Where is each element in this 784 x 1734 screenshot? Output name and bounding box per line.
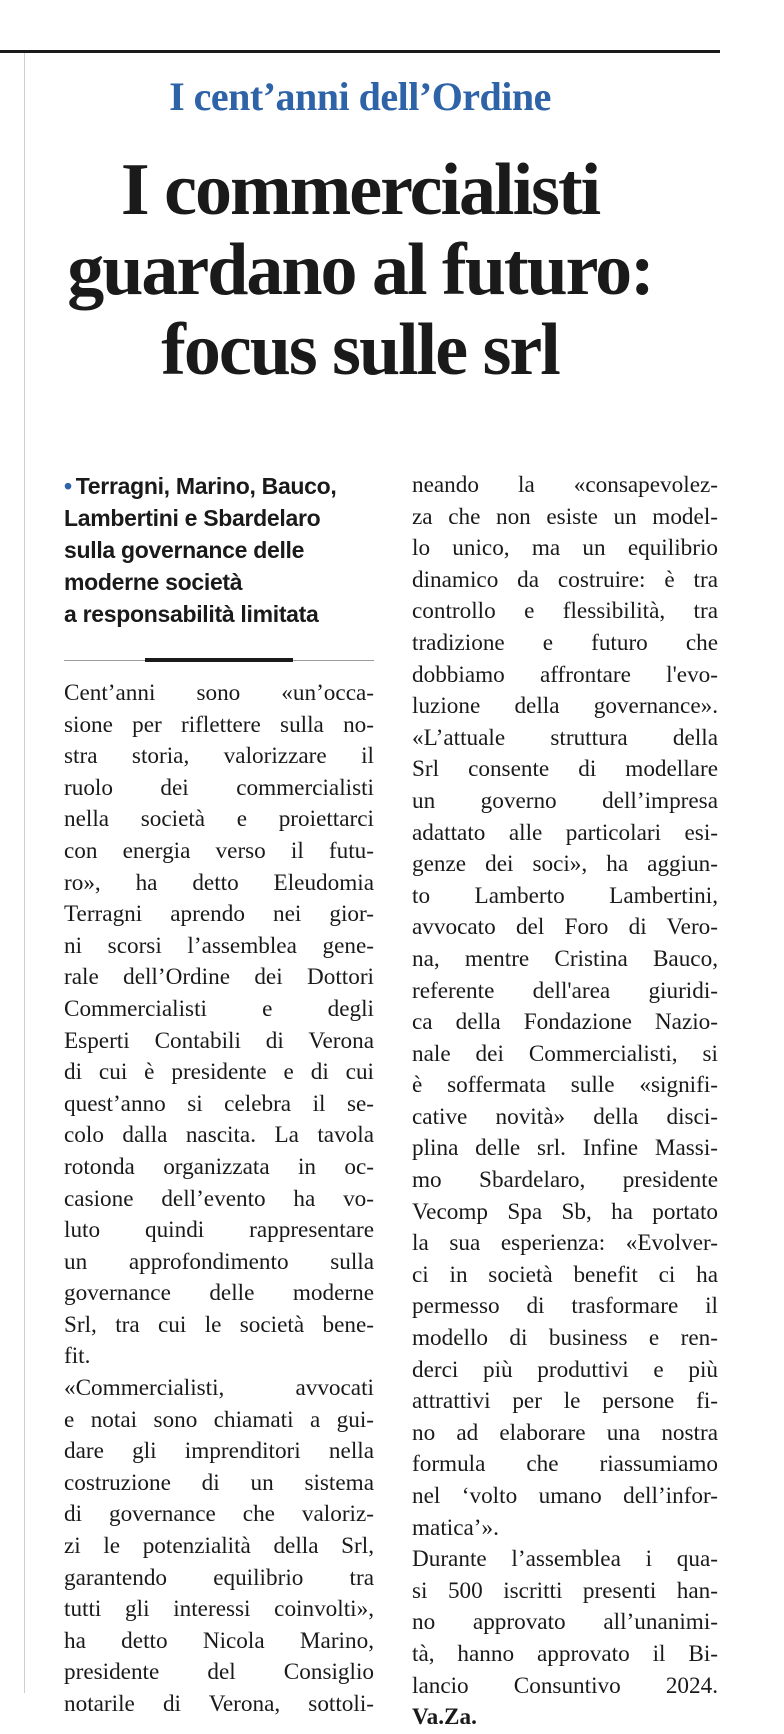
text-line: derci più produttivi e più xyxy=(412,1356,718,1383)
text-line: stra storia, valorizzare il xyxy=(64,743,374,770)
headline-line: guardano al futuro: xyxy=(67,229,653,311)
headline-line: focus sulle srl xyxy=(161,309,559,391)
kicker: I cent’anni dell’Ordine xyxy=(169,74,551,119)
text-line: ni scorsi l’assemblea gene- xyxy=(64,932,374,959)
top-rule xyxy=(0,50,720,53)
text-line: notarile di Verona, sottoli- xyxy=(64,1691,374,1717)
summary-line: Lambertini e Sbardelaro xyxy=(64,505,321,531)
text-line: modello di business e ren- xyxy=(412,1325,718,1352)
text-line: luto quindi rappresentare xyxy=(64,1217,374,1244)
text-line: fit. xyxy=(64,1343,91,1370)
text-line: colo dalla nascita. La tavola xyxy=(64,1122,374,1149)
text-line: quest’anno si celebra il se- xyxy=(64,1090,374,1117)
headline-line: I commercialisti xyxy=(120,149,600,231)
text-line: to Lamberto Lambertini, xyxy=(412,882,718,909)
text-line: la sua esperienza: «Evolver- xyxy=(412,1230,718,1257)
summary-line: moderne società xyxy=(64,569,243,595)
text-line: Vecomp Spa Sb, ha portato xyxy=(412,1198,718,1225)
text-line: attrattivi per le persone fi- xyxy=(412,1388,718,1415)
text-line: neando la «consapevolez- xyxy=(412,472,718,498)
text-line: rotonda organizzata in oc- xyxy=(64,1153,374,1180)
text-line: costruzione di un sistema xyxy=(64,1469,374,1496)
text-line: rale dell’Ordine dei Dottori xyxy=(64,964,374,991)
text-line: genze dei soci», ha aggiun- xyxy=(412,851,718,878)
text-line: luzione della governance». xyxy=(412,693,718,720)
text-line: «L’attuale struttura della xyxy=(412,724,718,751)
text-line: plina delle srl. Infine Massi- xyxy=(412,1135,718,1162)
text-line: dobbiamo affrontare l'evo- xyxy=(412,661,718,688)
text-line: za che non esiste un model- xyxy=(412,503,718,530)
headline xyxy=(40,150,680,390)
text-line: dare gli imprenditori nella xyxy=(64,1438,374,1465)
bullet-icon: • xyxy=(64,473,72,499)
text-line: lancio Consuntivo 2024. xyxy=(412,1672,718,1699)
text-line: mo Sbardelaro, presidente xyxy=(412,1167,718,1194)
text-line: referente dell'area giuridi- xyxy=(412,977,718,1004)
text-line: avvocato del Foro di Vero- xyxy=(412,914,718,941)
text-line: formula che riassumiamo xyxy=(412,1451,718,1478)
text-line: adattato alle particolari esi- xyxy=(412,819,718,846)
text-line: presidente del Consiglio xyxy=(64,1659,374,1686)
text-line: ci in società benefit ci ha xyxy=(412,1261,718,1288)
text-line: na, mentre Cristina Bauco, xyxy=(412,945,718,972)
text-line: cative novità» della disci- xyxy=(412,1103,718,1130)
text-line: nel ‘volto umano dell’infor- xyxy=(412,1483,718,1509)
text-line: Srl consente di modellare xyxy=(412,756,718,783)
text-line: è soffermata sulle «signifi- xyxy=(412,1072,718,1099)
summary-line: • Terragni, Marino, Bauco, xyxy=(64,473,337,499)
text-line: dinamico da costruire: è tra xyxy=(412,566,718,593)
text-line: nale dei Commercialisti, si xyxy=(412,1040,718,1067)
text-line: governance delle moderne xyxy=(64,1280,374,1307)
text-line: «Commercialisti, avvocati xyxy=(64,1375,374,1402)
text-line: nella società e proiettarci xyxy=(64,806,374,833)
text-line: un approfondimento sulla xyxy=(64,1248,374,1275)
text-line: tutti gli interessi coinvolti», xyxy=(64,1596,374,1623)
text-line: Terragni aprendo nei gior- xyxy=(64,901,374,928)
separator-accent xyxy=(145,658,293,662)
text-line: ca della Fondazione Nazio- xyxy=(412,1009,718,1036)
summary-line: sulla governance delle xyxy=(64,537,305,563)
text-line: lo unico, ma un equilibrio xyxy=(412,535,718,562)
text-line: Cent’anni sono «un’occa- xyxy=(64,680,374,706)
text-line: zi le potenzialità della Srl, xyxy=(64,1533,374,1560)
article-body-left xyxy=(64,678,374,1721)
text-line: tradizione e futuro che xyxy=(412,629,718,656)
text-line: sione per riflettere sulla no- xyxy=(64,711,374,738)
article-body-right xyxy=(412,470,718,1734)
text-line: ruolo dei commercialisti xyxy=(64,774,374,801)
column-rule xyxy=(24,53,25,1693)
text-line: Commercialisti e degli xyxy=(64,995,374,1022)
text-line: di governance che valoriz- xyxy=(64,1501,374,1528)
text-line: no approvato all’unanimi- xyxy=(412,1609,718,1636)
text-line: un governo dell’impresa xyxy=(412,787,718,814)
text-line: di cui è presidente e di cui xyxy=(64,1059,374,1086)
text-line: ro», ha detto Eleudomia xyxy=(64,869,374,896)
text-line: ha detto Nicola Marino, xyxy=(64,1627,374,1654)
byline: Va.Za. xyxy=(412,1704,477,1731)
text-line: garantendo equilibrio tra xyxy=(64,1564,374,1591)
text-line: Srl, tra cui le società bene- xyxy=(64,1311,374,1338)
text-line: matica’». xyxy=(412,1514,499,1541)
text-line: e notai sono chiamati a gui- xyxy=(64,1406,374,1433)
summary xyxy=(64,470,384,630)
text-line: permesso di trasformare il xyxy=(412,1293,718,1320)
summary-line: a responsabilità limitata xyxy=(64,601,319,627)
text-line: controllo e flessibilità, tra xyxy=(412,598,718,625)
text-line: casione dell’evento ha vo- xyxy=(64,1185,374,1212)
text-line: con energia verso il futu- xyxy=(64,837,374,864)
text-line: no ad elaborare una nostra xyxy=(412,1419,718,1446)
text-line: si 500 iscritti presenti han- xyxy=(412,1577,718,1604)
text-line: Esperti Contabili di Verona xyxy=(64,1027,374,1054)
text-line: Durante l’assemblea i qua- xyxy=(412,1546,718,1573)
text-line: tà, hanno approvato il Bi- xyxy=(412,1640,718,1667)
